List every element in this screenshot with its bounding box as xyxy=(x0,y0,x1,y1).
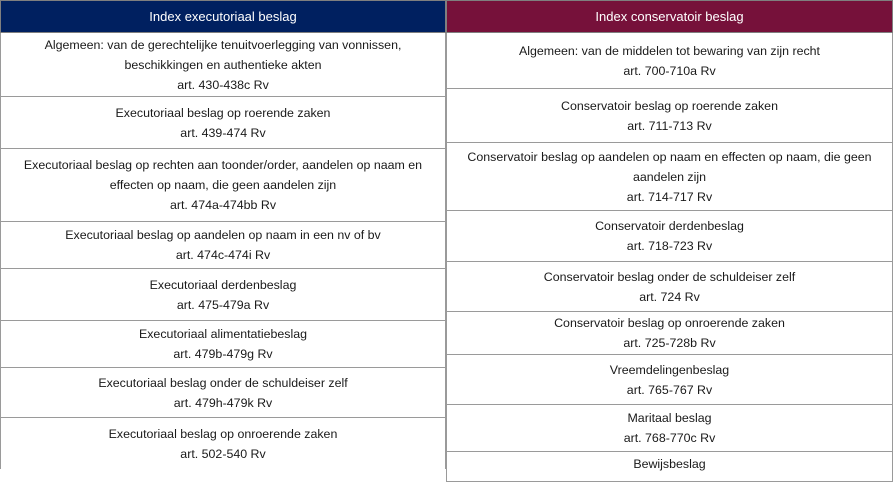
executoriaal-column xyxy=(0,0,446,461)
cell-title: Executoriaal alimentatiebeslag xyxy=(138,327,308,341)
cell-ref: art. 725-728b Rv xyxy=(623,336,716,350)
cell-ref: art. 479h-479k Rv xyxy=(173,395,273,410)
table-cell xyxy=(0,269,446,321)
executoriaal-header: Index executoriaal beslag xyxy=(0,0,446,33)
cell-ref: art. 479b-479g Rv xyxy=(173,347,273,361)
table-cell xyxy=(0,149,446,222)
cell-title: Conservatoir beslag op roerende zaken xyxy=(561,98,778,113)
table-cell xyxy=(446,211,893,262)
cell-title: Maritaal beslag xyxy=(627,411,712,425)
table-cell xyxy=(446,405,893,452)
cell-ref: art. 475-479a Rv xyxy=(176,297,270,312)
cell-title: Executoriaal beslag op rechten aan toonder/order, aandelen op naam en effecten op naam, die geen aandelen zijn xyxy=(23,158,423,192)
table-cell xyxy=(446,355,893,405)
cell-ref: art. 765-767 Rv xyxy=(626,382,713,397)
cell-ref: art. 700-710a Rv xyxy=(623,63,716,78)
cell-title: Vreemdelingenbeslag xyxy=(609,362,730,377)
cell-ref: art. 724 Rv xyxy=(639,289,700,304)
cell-ref: art. 768-770c Rv xyxy=(623,431,716,445)
table-cell xyxy=(446,33,893,89)
conservatoir-column xyxy=(446,0,893,471)
table-cell xyxy=(0,418,446,469)
cell-title: Algemeen: van de gerechtelijke tenuitvoerlegging van vonnissen, beschikkingen en authentieke akten xyxy=(44,37,402,72)
cell-ref: art. 474c-474i Rv xyxy=(175,248,271,262)
cell-ref: art. 714-717 Rv xyxy=(626,189,713,204)
cell-title: Executoriaal beslag op aandelen op naam in een nv of bv xyxy=(65,228,381,242)
table-cell xyxy=(446,452,893,482)
cell-title: Conservatoir derdenbeslag xyxy=(595,219,744,233)
table-cell xyxy=(0,368,446,418)
table-cell xyxy=(446,89,893,143)
cell-title: Executoriaal beslag op roerende zaken xyxy=(115,105,331,120)
cell-ref: art. 711-713 Rv xyxy=(627,118,712,133)
cell-ref: art. 430-438c Rv xyxy=(177,77,269,92)
cell-title: Conservatoir beslag op aandelen op naam en effecten op naam, die geen aandelen zijn xyxy=(467,149,872,184)
cell-ref: art. 474a-474bb Rv xyxy=(169,198,277,212)
table-cell xyxy=(446,143,893,211)
cell-ref: art. 439-474 Rv xyxy=(180,125,266,140)
cell-ref: art. 502-540 Rv xyxy=(180,446,266,461)
conservatoir-header: Index conservatoir beslag xyxy=(446,0,893,33)
table-cell xyxy=(0,97,446,149)
cell-title: Executoriaal beslag op onroerende zaken xyxy=(108,426,338,441)
table-cell xyxy=(0,222,446,269)
table-cell xyxy=(0,321,446,368)
cell-title: Bewijsbeslag xyxy=(633,457,706,471)
table-cell xyxy=(0,33,446,97)
cell-title: Executoriaal derdenbeslag xyxy=(149,277,297,292)
cell-ref: art. 718-723 Rv xyxy=(626,239,713,253)
table-cell xyxy=(446,312,893,355)
cell-title: Conservatoir beslag op onroerende zaken xyxy=(554,316,785,330)
cell-title: Algemeen: van de middelen tot bewaring van zijn recht xyxy=(519,43,820,58)
cell-title: Conservatoir beslag onder de schuldeiser zelf xyxy=(543,269,796,284)
table-cell xyxy=(446,262,893,312)
cell-title: Executoriaal beslag onder de schuldeiser zelf xyxy=(98,375,348,390)
